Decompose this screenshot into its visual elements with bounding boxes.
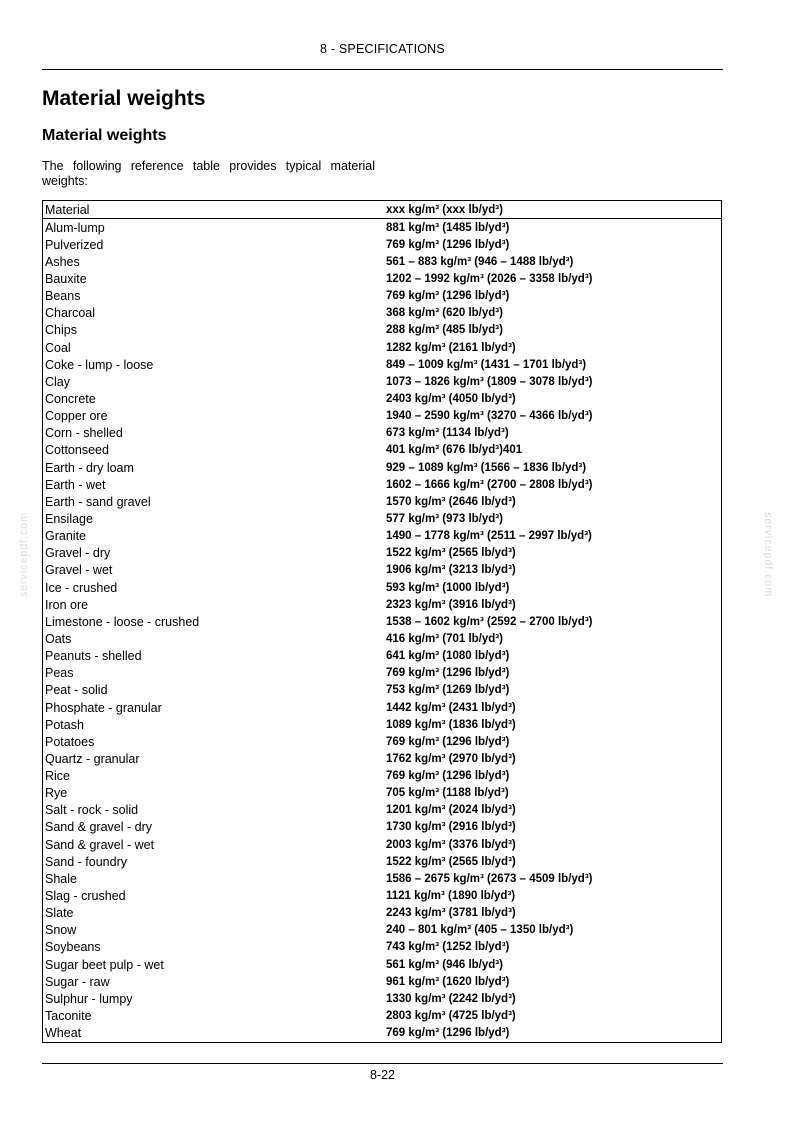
table-row: [43, 613, 721, 630]
weight-cell: 769 kg/m³ (1296 lb/yd³): [386, 1027, 510, 1040]
weight-cell: 641 kg/m³ (1080 lb/yd³): [386, 650, 510, 663]
weight-cell: 401 kg/m³ (676 lb/yd³)401: [386, 444, 523, 457]
weight-cell: 929 – 1089 kg/m³ (1566 – 1836 lb/yd³): [386, 461, 587, 474]
material-cell: Ice - crushed: [45, 580, 118, 595]
weight-cell: 2403 kg/m³ (4050 lb/yd³): [386, 392, 516, 405]
material-cell: Charcoal: [45, 306, 96, 321]
weight-cell: 769 kg/m³ (1296 lb/yd³): [386, 290, 510, 303]
material-cell: Peas: [45, 666, 74, 681]
weight-cell: 849 – 1009 kg/m³ (1431 – 1701 lb/yd³): [386, 358, 587, 371]
material-cell: Iron ore: [45, 597, 89, 612]
weight-cell: 769 kg/m³ (1296 lb/yd³): [386, 667, 510, 680]
page-number: 8-22: [369, 1068, 396, 1082]
material-cell: Rice: [45, 769, 71, 784]
table-row: [43, 425, 721, 442]
table-row: [43, 373, 721, 390]
weight-cell: 769 kg/m³ (1296 lb/yd³): [386, 735, 510, 748]
weight-cell: 1089 kg/m³ (1836 lb/yd³): [386, 718, 516, 731]
table-row: [43, 493, 721, 510]
footer-divider: [42, 1063, 723, 1064]
weight-cell: 1906 kg/m³ (3213 lb/yd³): [386, 564, 516, 577]
table-row: [43, 665, 721, 682]
weight-cell: 705 kg/m³ (1188 lb/yd³): [386, 787, 509, 800]
table-row: [43, 476, 721, 493]
weight-cell: 1442 kg/m³ (2431 lb/yd³): [386, 701, 516, 714]
table-row: [43, 270, 721, 287]
material-cell: Sand - foundry: [45, 854, 127, 869]
weight-cell: 769 kg/m³ (1296 lb/yd³): [386, 770, 510, 783]
weight-cell: 753 kg/m³ (1269 lb/yd³): [386, 684, 510, 697]
table-row: [43, 219, 721, 236]
page-title: Material weights: [42, 87, 206, 110]
weight-cell: 1202 – 1992 kg/m³ (2026 – 3358 lb/yd³): [386, 272, 593, 285]
material-cell: Beans: [45, 289, 81, 304]
material-cell: Gravel - dry: [45, 546, 111, 561]
header-divider: [42, 69, 723, 70]
weight-cell: 1570 kg/m³ (2646 lb/yd³): [386, 495, 516, 508]
material-cell: Copper ore: [45, 409, 108, 424]
table-row: [43, 990, 721, 1007]
table-row: [43, 408, 721, 425]
material-cell: Coke - lump - loose: [45, 357, 154, 372]
material-cell: Quartz - granular: [45, 751, 140, 766]
weight-cell: 881 kg/m³ (1485 lb/yd³): [386, 221, 510, 234]
material-cell: Sugar - raw: [45, 974, 110, 989]
weight-cell: 288 kg/m³ (485 lb/yd³): [386, 324, 503, 337]
table-row: [43, 716, 721, 733]
material-cell: Bauxite: [45, 271, 87, 286]
watermark-right: servicepdf.com: [762, 512, 774, 598]
weight-cell: 1522 kg/m³ (2565 lb/yd³): [386, 547, 516, 560]
table-row: [43, 853, 721, 870]
table-row: [43, 1025, 721, 1042]
material-cell: Corn - shelled: [45, 426, 123, 441]
table-row: [43, 305, 721, 322]
table-row: [43, 1007, 721, 1024]
material-cell: Phosphate - granular: [45, 700, 162, 715]
column-header-weight: xxx kg/m³ (xxx lb/yd³): [386, 203, 503, 216]
table-row: [43, 682, 721, 699]
table-body: [43, 219, 721, 1042]
table-row: [43, 768, 721, 785]
table-row: [43, 956, 721, 973]
material-cell: Alum-lump: [45, 220, 105, 235]
table-row: [43, 922, 721, 939]
material-cell: Soybeans: [45, 940, 101, 955]
watermark-left: servicepdf.com: [18, 512, 30, 598]
material-cell: Snow: [45, 923, 77, 938]
table-row: [43, 596, 721, 613]
table-row: [43, 356, 721, 373]
weight-cell: 1940 – 2590 kg/m³ (3270 – 4366 lb/yd³): [386, 410, 593, 423]
table-row: [43, 442, 721, 459]
material-cell: Coal: [45, 340, 71, 355]
table-row: [43, 545, 721, 562]
material-cell: Ashes: [45, 254, 80, 269]
table-row: [43, 648, 721, 665]
material-cell: Pulverized: [45, 237, 104, 252]
table-row: [43, 322, 721, 339]
material-cell: Salt - rock - solid: [45, 803, 139, 818]
table-row: [43, 288, 721, 305]
table-row: [43, 253, 721, 270]
table-row: [43, 836, 721, 853]
weight-cell: 416 kg/m³ (701 lb/yd³): [386, 632, 503, 645]
weight-cell: 2003 kg/m³ (3376 lb/yd³): [386, 838, 516, 851]
material-cell: Earth - dry loam: [45, 460, 134, 475]
table-row: [43, 887, 721, 904]
table-row: [43, 785, 721, 802]
column-header-material: Material: [45, 202, 90, 217]
weight-cell: 561 – 883 kg/m³ (946 – 1488 lb/yd³): [386, 255, 574, 268]
material-cell: Clay: [45, 374, 71, 389]
table-row: [43, 905, 721, 922]
material-cell: Potash: [45, 717, 84, 732]
section-header: 8 - SPECIFICATIONS: [320, 42, 445, 56]
weight-cell: 1522 kg/m³ (2565 lb/yd³): [386, 855, 516, 868]
material-cell: Sand & gravel - dry: [45, 820, 152, 835]
weight-cell: 1330 kg/m³ (2242 lb/yd³): [386, 992, 516, 1005]
material-cell: Peanuts - shelled: [45, 649, 142, 664]
material-cell: Wheat: [45, 1026, 82, 1041]
material-cell: Sand & gravel - wet: [45, 837, 155, 852]
table-row: [43, 630, 721, 647]
material-cell: Shale: [45, 871, 77, 886]
material-cell: Ensilage: [45, 511, 93, 526]
material-cell: Cottonseed: [45, 443, 109, 458]
material-cell: Earth - wet: [45, 477, 106, 492]
material-cell: Potatoes: [45, 734, 95, 749]
weight-cell: 1586 – 2675 kg/m³ (2673 – 4509 lb/yd³): [386, 872, 593, 885]
weight-cell: 1490 – 1778 kg/m³ (2511 – 2997 lb/yd³): [386, 530, 592, 543]
table-row: [43, 819, 721, 836]
weight-cell: 2803 kg/m³ (4725 lb/yd³): [386, 1010, 516, 1023]
material-cell: Sulphur - lumpy: [45, 991, 133, 1006]
material-cell: Chips: [45, 323, 77, 338]
material-cell: Gravel - wet: [45, 563, 113, 578]
weight-cell: 961 kg/m³ (1620 lb/yd³): [386, 975, 510, 988]
weight-cell: 577 kg/m³ (973 lb/yd³): [386, 512, 503, 525]
table-row: [43, 699, 721, 716]
table-row: [43, 390, 721, 407]
material-cell: Rye: [45, 786, 68, 801]
table-row: [43, 579, 721, 596]
weight-cell: 1538 – 1602 kg/m³ (2592 – 2700 lb/yd³): [386, 615, 593, 628]
table-row: [43, 339, 721, 356]
material-cell: Sugar beet pulp - wet: [45, 957, 164, 972]
weight-cell: 1762 kg/m³ (2970 lb/yd³): [386, 752, 516, 765]
table-row: [43, 939, 721, 956]
weight-cell: 1602 – 1666 kg/m³ (2700 – 2808 lb/yd³): [386, 478, 593, 491]
weight-cell: 2243 kg/m³ (3781 lb/yd³): [386, 907, 516, 920]
table-row: [43, 733, 721, 750]
weight-cell: 769 kg/m³ (1296 lb/yd³): [386, 238, 510, 251]
weight-cell: 1121 kg/m³ (1890 lb/yd³): [386, 890, 516, 903]
table-row: [43, 802, 721, 819]
weight-cell: 1282 kg/m³ (2161 lb/yd³): [386, 341, 516, 354]
intro-paragraph: The following reference table provides typical material weights:: [42, 159, 375, 188]
table-row: [43, 236, 721, 253]
table-row: [43, 562, 721, 579]
material-weights-table: [42, 200, 722, 1043]
material-cell: Concrete: [45, 391, 96, 406]
material-cell: Granite: [45, 529, 86, 544]
weight-cell: 1073 – 1826 kg/m³ (1809 – 3078 lb/yd³): [386, 375, 593, 388]
material-cell: Peat - solid: [45, 683, 108, 698]
material-cell: Taconite: [45, 1009, 92, 1024]
weight-cell: 240 – 801 kg/m³ (405 – 1350 lb/yd³): [386, 924, 574, 937]
weight-cell: 561 kg/m³ (946 lb/yd³): [386, 958, 503, 971]
table-header-row: [43, 201, 721, 219]
material-cell: Slate: [45, 906, 74, 921]
table-row: [43, 510, 721, 527]
material-cell: Limestone - loose - crushed: [45, 614, 200, 629]
weight-cell: 673 kg/m³ (1134 lb/yd³): [386, 427, 509, 440]
weight-cell: 1730 kg/m³ (2916 lb/yd³): [386, 821, 516, 834]
weight-cell: 2323 kg/m³ (3916 lb/yd³): [386, 598, 516, 611]
table-row: [43, 750, 721, 767]
material-cell: Earth - sand gravel: [45, 494, 151, 509]
table-row: [43, 870, 721, 887]
weight-cell: 593 kg/m³ (1000 lb/yd³): [386, 581, 510, 594]
material-cell: Oats: [45, 631, 72, 646]
section-heading: Material weights: [42, 127, 167, 144]
material-cell: Slag - crushed: [45, 889, 126, 904]
table-row: [43, 973, 721, 990]
weight-cell: 1201 kg/m³ (2024 lb/yd³): [386, 804, 516, 817]
table-row: [43, 528, 721, 545]
weight-cell: 368 kg/m³ (620 lb/yd³): [386, 307, 503, 320]
table-row: [43, 459, 721, 476]
weight-cell: 743 kg/m³ (1252 lb/yd³): [386, 941, 510, 954]
